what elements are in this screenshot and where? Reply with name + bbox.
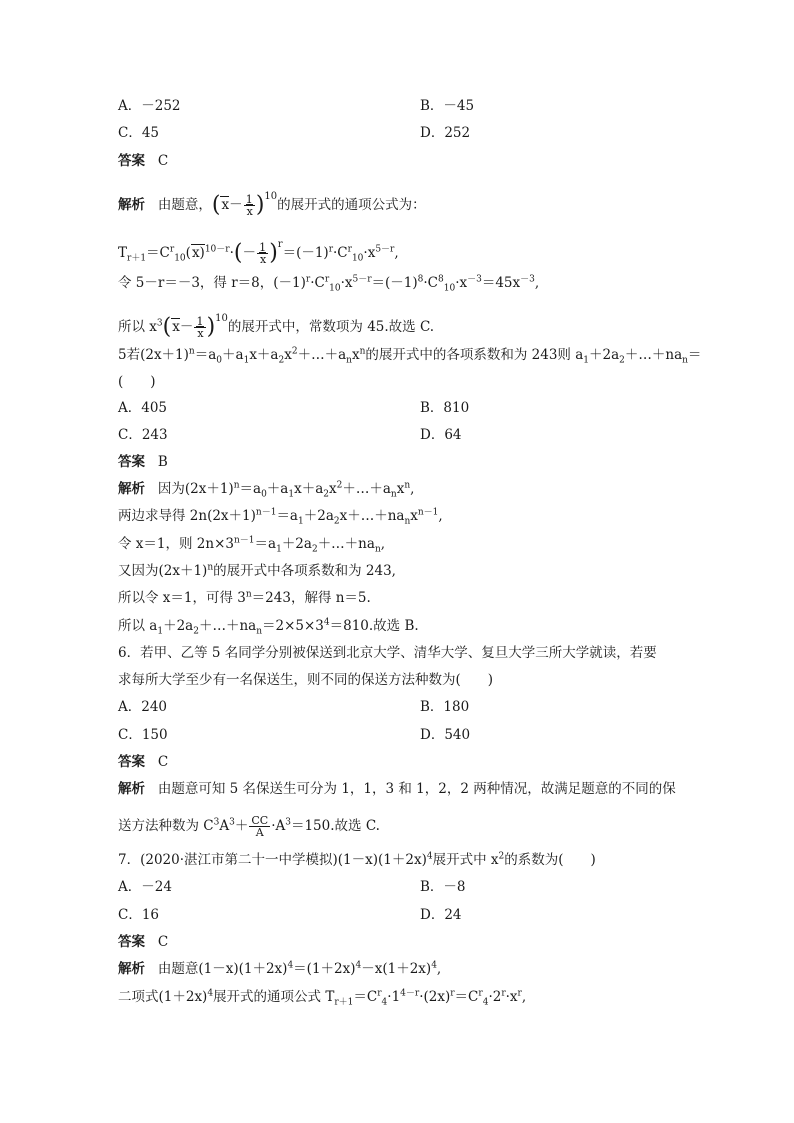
q5-analysis-line-1: 解析 因为$(2x+1)^n=a_0+a_1x+a_2x^2+\dots+a_nx^n$, <box>118 480 415 500</box>
answer-label: 答案 <box>118 934 145 950</box>
q5-option-b: B．810 <box>420 400 470 416</box>
answer-value: B <box>157 454 168 470</box>
q4-option-a: A．－252 <box>118 98 181 114</box>
q6-stem-line-2: 求每所大学至少有一名保送生，则不同的保送方法种数为( ) <box>118 672 494 688</box>
q7-stem: 7．(2020·湛江市第二十一中学模拟)$(1-x)(1+2x)^4$展开式中 $x^2$的系数为( ) <box>118 851 596 868</box>
q6-option-c: C．150 <box>118 727 168 743</box>
q7-analysis-line-2: 二项式$(1+2x)^4$展开式的通项公式 $T_{r+1}=C^r_4\cdot 1^{4-r}\cdot(2x)^r=C^r_4\cdot 2^r\cdot x^r$, <box>118 988 527 1008</box>
q5-bracket: ( ) <box>118 374 156 390</box>
q6-stem-line-1: 6．若甲、乙等 5 名同学分别被保送到北京大学、清华大学、复旦大学三所大学就读，若要 <box>118 645 657 661</box>
q6-analysis-line-2: 送方法种数为 $C^3A^3+$ $\frac{CC}{A}$ $\cdot A^3=150$.故选 C. <box>118 814 380 839</box>
q6-option-a: A．240 <box>118 699 168 715</box>
analysis-label: 解析 <box>118 481 145 497</box>
q5-analysis-line-5: 所以令 x＝1，可得 $3^n=243$，解得 n＝5. <box>118 589 371 606</box>
analysis-label: 解析 <box>118 197 145 213</box>
q5-analysis-line-6: 所以 $a_1+2a_2+\dots+na_n=2\times 5\times 3^4=810$.故选 B. <box>118 617 419 637</box>
answer-label: 答案 <box>118 754 145 770</box>
q5-option-c: C．243 <box>118 427 168 443</box>
q5-analysis-line-3: 令 x＝1，则 $2n\times 3^{n-1}=a_1+2a_2+\dots+na_n$, <box>118 535 386 555</box>
q6-option-b: B．180 <box>420 699 470 715</box>
q6-answer <box>118 753 168 771</box>
q7-option-b: B．－8 <box>420 879 466 895</box>
q5-analysis-line-4: 又因为$(2x+1)^n$的展开式中各项系数和为 243, <box>118 562 396 579</box>
q5-answer <box>118 453 168 471</box>
answer-value: C <box>157 934 169 950</box>
q5-option-d: D．64 <box>420 427 462 443</box>
q5-analysis-line-2: 两边求导得 $2n(2x+1)^{n-1}=a_1+2a_2x+\dots+na_nx^{n-1}$, <box>118 507 443 527</box>
q7-answer <box>118 933 168 951</box>
q5-option-a: A．405 <box>118 400 168 416</box>
q5-stem: 5若$(2x+1)^n=a_0+a_1x+a_2x^2+\dots+a_nx^n$的展开式中的各项系数和为 243则 $a_1+2a_2+\dots+na_n=$ <box>118 346 702 366</box>
q7-option-c: C．16 <box>118 907 160 923</box>
q4-option-c: C．45 <box>118 125 160 141</box>
q7-analysis-line-1: 解析 由题意$(1-x)(1+2x)^4=(1+2x)^4-x(1+2x)^4$, <box>118 960 442 977</box>
q6-option-d: D．540 <box>420 727 471 743</box>
q4-analysis-line-4: 所以 $x^3(x-$ $\frac{1}{x}$ )$^{10}$的展开式中，常数项为 45.故选 C. <box>118 313 435 340</box>
answer-label: 答案 <box>118 454 145 470</box>
q4-analysis-line-3: 令 5－r＝－3，得 r＝8，$(-1)^r\cdot C^r_{10}\cdot x^{5-r}=(-1)^8\cdot C^8_{10}\cdot x^{-3}=45x^{-3}$, <box>118 274 540 294</box>
analysis-label: 解析 <box>118 781 145 797</box>
answer-value: C <box>157 754 169 770</box>
answer-value: C <box>157 153 169 169</box>
q7-option-a: A．－24 <box>118 879 172 895</box>
q4-option-b: B．－45 <box>420 98 475 114</box>
q4-analysis-line-2: $T_{r+1}=C^r_{10}(x)^{10-r}\cdot(-$ $\frac{1}{x}$ )$^r=(-1)^r\cdot C^r_{10}\cdot x^{5-r}$, <box>118 239 399 266</box>
analysis-label: 解析 <box>118 961 145 977</box>
q4-analysis-line-1: 解析 由题意，(x－ $\frac{1}{x}$ )$^{10}$的展开式的通项公式为： <box>118 191 426 218</box>
q6-analysis-line-1: 解析 由题意可知 5 名保送生可分为 1，1，3 和 1，2，2 两种情况，故满足题意的不同的保 <box>118 781 676 797</box>
q4-answer <box>118 152 168 170</box>
q7-option-d: D．24 <box>420 907 462 923</box>
q4-option-d: D．252 <box>420 125 471 141</box>
answer-label: 答案 <box>118 153 145 169</box>
